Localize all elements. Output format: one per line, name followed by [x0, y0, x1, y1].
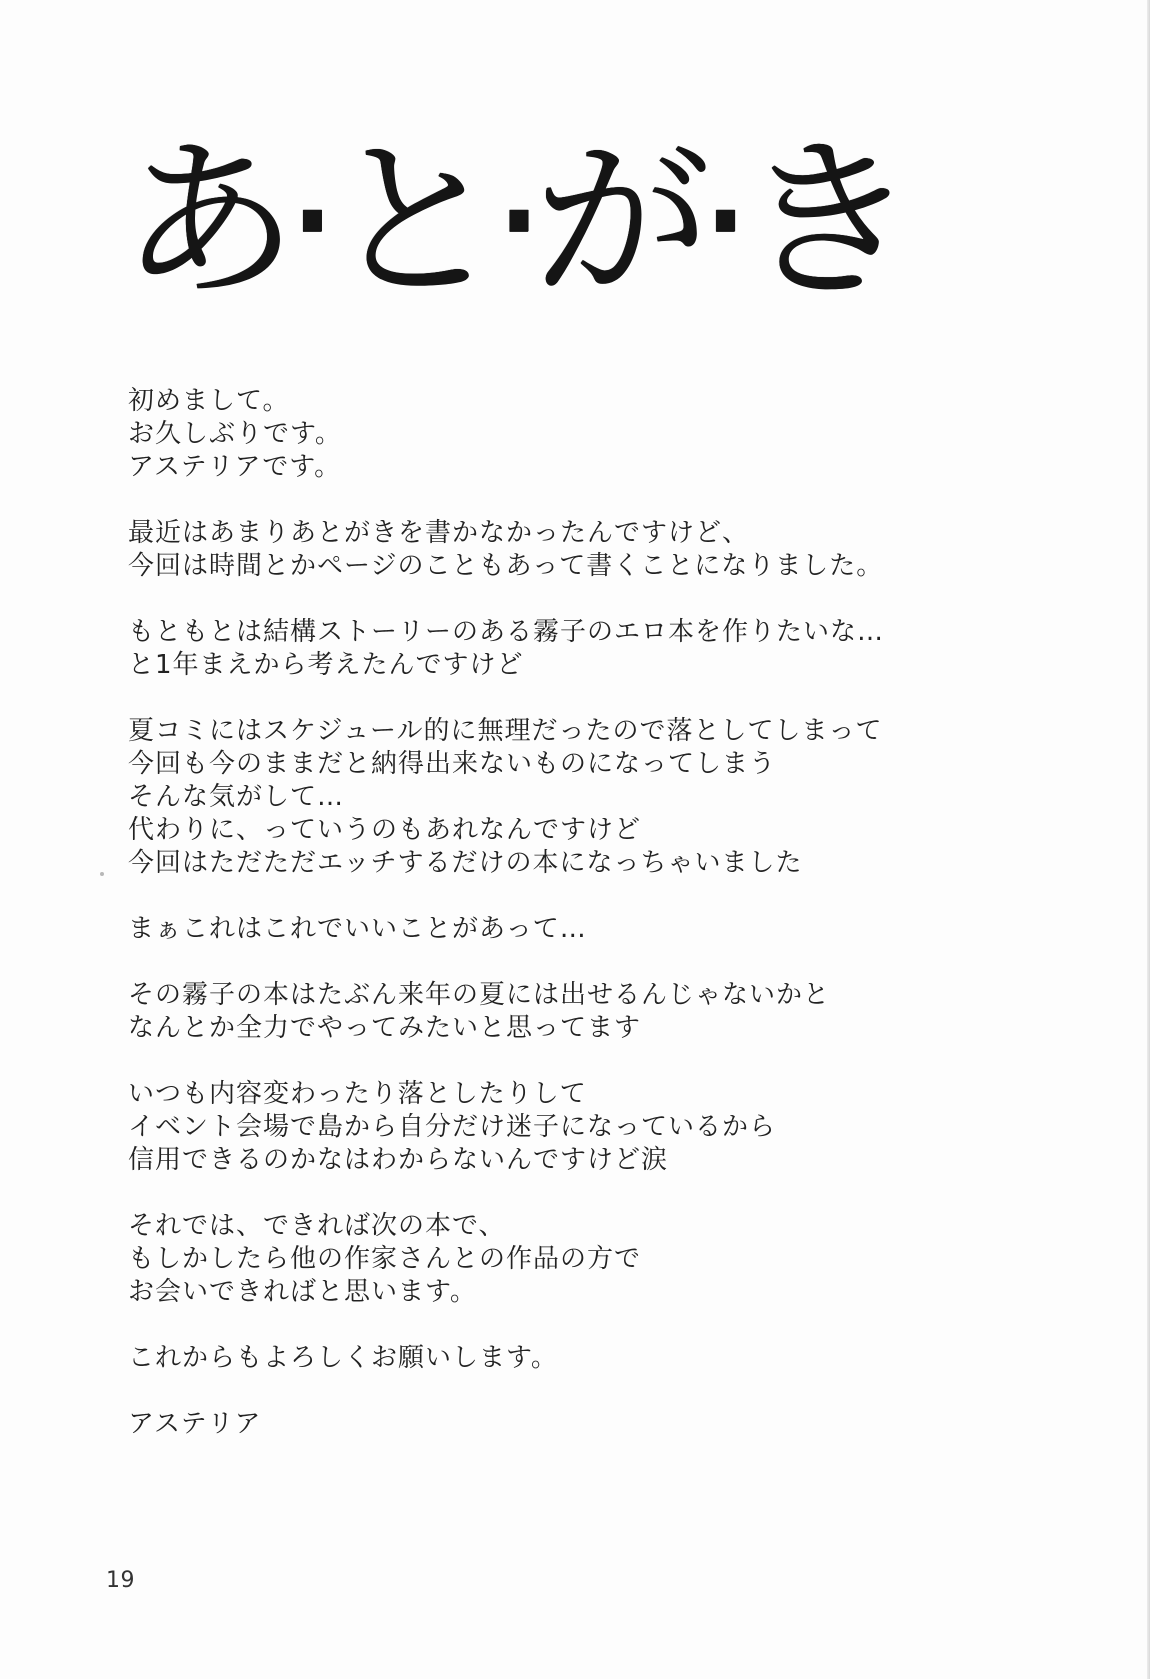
text-line: 初めまして。 — [128, 386, 290, 416]
paragraph-gap — [128, 583, 1058, 616]
paragraph-gap — [128, 880, 1058, 913]
text-line: もしかしたら他の作家さんとの作品の方で — [128, 1244, 642, 1274]
text-line: まぁこれはこれでいいことがあって… — [128, 914, 587, 944]
paragraph-gap — [128, 1045, 1058, 1078]
text-line: 今回はただただエッチするだけの本になっちゃいました — [128, 848, 803, 878]
paragraph-gap — [128, 682, 1058, 715]
paragraph-gap — [128, 484, 1058, 517]
page-number: 19 — [106, 1568, 135, 1593]
paragraph-gap — [128, 1177, 1058, 1210]
afterword-body — [128, 385, 1058, 1441]
text-line: お会いできればと思います。 — [128, 1277, 477, 1307]
text-line: 代わりに、っていうのもあれなんですけど — [128, 815, 642, 845]
text-line: アステリアです。 — [128, 452, 342, 482]
text-line: お久しぶりです。 — [128, 419, 342, 449]
paper-speck — [100, 872, 104, 876]
text-line: イベント会場で島から自分だけ迷子になっているから — [128, 1112, 777, 1142]
text-line: アステリア — [128, 1409, 262, 1439]
text-line: 今回も今のままだと納得出来ないものになってしまう — [128, 749, 777, 779]
text-line: 今回は時間とかページのこともあって書くことになりました。 — [128, 551, 884, 581]
paragraph-gap — [128, 1375, 1058, 1408]
paragraph-gap — [128, 946, 1058, 979]
text-line: そんな気がして… — [128, 782, 345, 812]
text-line: 最近はあまりあとがきを書かなかったんですけど、 — [128, 518, 750, 548]
paragraph-gap — [128, 1309, 1058, 1342]
page-title: あ·と·が·き — [120, 120, 904, 322]
text-line: いつも内容変わったり落としたりして — [128, 1079, 587, 1109]
text-line: もともとは結構ストーリーのある霧子のエロ本を作りたいな… — [128, 617, 885, 647]
text-line: その霧子の本はたぶん来年の夏には出せるんじゃないかと — [128, 980, 831, 1010]
text-line: と1年まえから考えたんですけど — [128, 650, 524, 680]
text-line: なんとか全力でやってみたいと思ってます — [128, 1013, 642, 1043]
text-line: これからもよろしくお願いします。 — [128, 1343, 558, 1373]
text-line: それでは、できれば次の本で、 — [128, 1211, 506, 1241]
text-line: 信用できるのかなはわからないんですけど涙 — [128, 1145, 669, 1175]
text-line: 夏コミにはスケジュール的に無理だったので落としてしまって — [128, 716, 883, 746]
